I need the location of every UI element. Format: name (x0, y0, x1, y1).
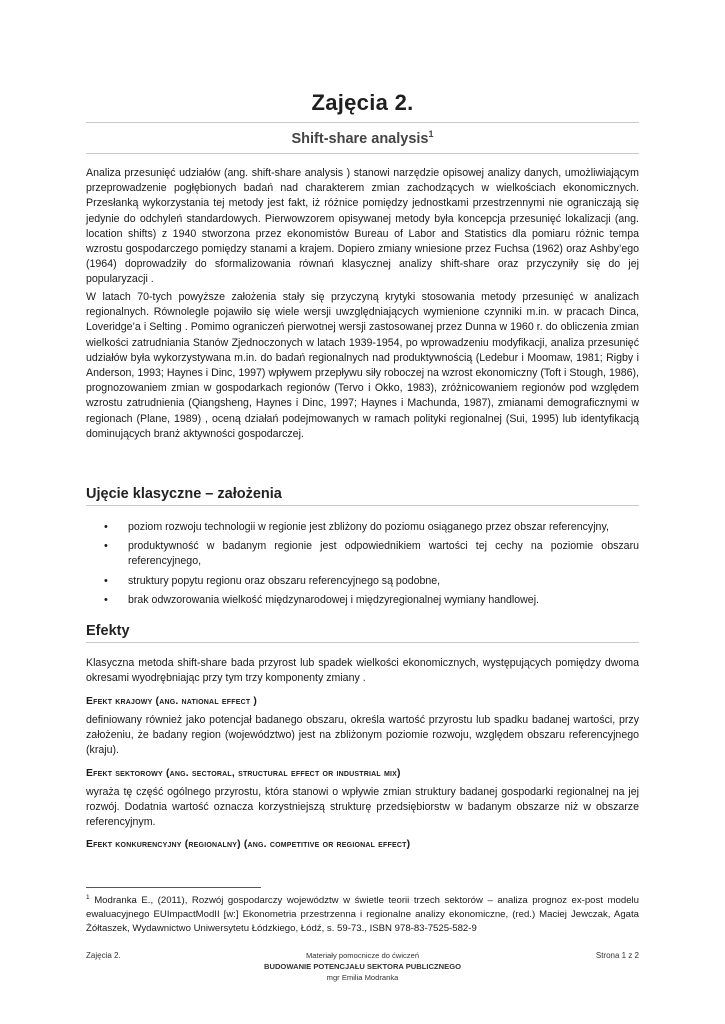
list-item-text: struktury popytu regionu oraz obszaru referencyjnego są podobne, (128, 574, 441, 587)
footnote (86, 894, 639, 936)
section-heading-classic: Ujęcie klasyczne – założenia (86, 486, 282, 502)
section-divider-effects (86, 642, 639, 643)
footer-left: Zajęcia 2. (86, 951, 121, 960)
list-item (86, 520, 639, 535)
footer-center-line-2: BUDOWANIE POTENCJAŁU SEKTORA PUBLICZNEGO (263, 962, 462, 971)
bullet-icon: • (104, 574, 108, 587)
effect-heading-sectoral: Efekt sektorowy (ang. sectoral, structural effect or industrial mix) (86, 768, 401, 779)
title-divider (86, 122, 639, 123)
effects-intro-paragraph: Klasyczna metoda shift-share bada przyrost lub spadek wielkości ekonomicznych, występujących pomiędzy dwoma okresami wyodrębniając przy tym trzy komponenty zmiany . (86, 657, 639, 685)
footnote-text: Modranka E., (2011), Rozwój gospodarczy województw w świetle teorii trzech sektorów – analiza prognoz ex-post modelu ewaluacyjnego EUImpactModII [w:] Ekonometria przestrzenna i regionalne analizy ekonomiczne, (red.) Maciej Jewczak, Agata Żółtaszek, Wydawnictwo Uniwersytetu Łódzkiego, Łódź, s. 59-73., ISBN 978-83-7525-582-9 (86, 895, 639, 934)
page-title: Zajęcia 2. (311, 90, 414, 115)
list-item (86, 574, 639, 589)
intro-paragraph-2: W latach 70-tych powyższe założenia stały się przyczyną krytyki stosowania metody przesunięć w analizach regionalnych. Równolegle pojawiło się wiele wersji uwzględniających wymienione czynniki m.in. w pracach Dinca, Loveridge’a i Selting . Pomimo ograniczeń pierwotnej wersji zastosowanej przez Dunna w 1960 r. do obliczenia zmian wielkości zatrudniania Stanów Zjednoczonych w latach 1939-1954, po wprowadzeniu modyfikacji, analiza przesunięć udziałów była wykorzystywana m.in. do badań regionalnych nad produktywnością (Ledebur i Moomaw, 1981; Rigby i Anderson, 1993; Haynes i Dinc, 1997) wpływem przepływu siły roboczej na wzrost ekonomiczny (Toft i Stough, 1986), prognozowaniem zmian w gospodarkach regionów (Tervo i Okko, 1983), zróżnicowaniem regionów pod względem wzrostu zatrudnienia (Qiangsheng, Haynes i Dinc, 1997; Haynes i Machunda, 1987), zmianami demograficznymi w regionach (Plane, 1989) , oceną działań podejmowanych w ramach polityki regionalnej (Sui, 1995) lub identyfikacją dominujących branż aktywności gospodarczej. (86, 291, 639, 440)
footer-center-line-1: Materiały pomocnicze do ćwiczeń (305, 951, 420, 960)
effect-text-national: definiowany również jako potencjał badanego obszaru, określa wartość przyrostu lub spadku badanej wartości, przy założeniu, że badany region (województwo) jest na zbliżonym poziomie rozwoju, względem obszaru referencyjnego (kraju). (86, 714, 639, 757)
footer-center (86, 950, 639, 983)
bullet-icon: • (104, 540, 108, 553)
list-item (86, 593, 639, 608)
bullet-icon: • (104, 521, 108, 533)
assumptions-list (86, 520, 639, 612)
intro-paragraph-1: Analiza przesunięć udziałów (ang. shift-share analysis ) stanowi narzędzie opisowej analizy danych, umożliwiającym przeprowadzenie pogłębionych badań nad charakterem zmian zachodzących w wielkościach ekonomicznych. Przesłanką wykorzystania tej metody jest fakt, iż różnice pomiędzy jednostkami przestrzennymi nie ograniczają się jedynie do odchyleń standardowych. Pierwowzorem opisywanej metody była koncepcja przesunięć lokalizacji (ang. location shifts) z 1940 stworzona przez ekonomistów Bureau of Labor and Statistics dla pomiaru różnic tempa wzrostu gospodarczego pomiędzy stanami a krajem. Dopiero zmiany wniesione przez Fuchsa (1962) oraz Ashby’ego (1964) doprowadziły do sformalizowania równań klasycznej analizy shift-share oraz przyczyniły się do jej popularyzacji . (86, 167, 639, 286)
effect-heading-national: Efekt krajowy (ang. national effect ) (86, 696, 258, 707)
list-item (86, 539, 639, 569)
section-divider-classic (86, 505, 639, 506)
footnote-divider (86, 887, 261, 888)
footer-page-number: Strona 1 z 2 (595, 951, 639, 960)
list-item-text: brak odwzorowania wielkość międzynarodowej i międzyregionalnej wymiany handlowej. (128, 593, 539, 606)
list-item-text: produktywność w badanym regionie jest odpowiednikiem wartości tej cechy na poziomie obszaru referencyjnego, (128, 540, 639, 568)
subtitle-text: Shift-share analysis (291, 131, 429, 147)
list-item-text: poziom rozwoju technologii w regionie jest zbliżony do poziomu osiąganego przez obszar referencyjny, (128, 521, 609, 533)
effect-heading-competitive: Efekt konkurencyjny (regionalny) (ang. competitive or regional effect) (86, 839, 411, 850)
section-heading-effects: Efekty (86, 623, 130, 639)
subtitle-footnote-marker: 1 (428, 129, 434, 140)
footer-center-line-3: mgr Emilia Modranka (326, 973, 399, 982)
subtitle-divider (86, 153, 639, 154)
effect-text-sectoral: wyraża tę część ogólnego przyrostu, która stanowi o wpływie zmian struktury badanej gospodarki regionalnej na jej rozwój. Dodatnia wartość oznacza korzystniejszą strukturę przedsiębiorstw w badanym obszarze niż w obszarze referencyjnym. (86, 786, 639, 829)
bullet-icon: • (104, 593, 108, 606)
footnote-marker: 1 (86, 893, 90, 901)
page-subtitle (86, 131, 639, 147)
